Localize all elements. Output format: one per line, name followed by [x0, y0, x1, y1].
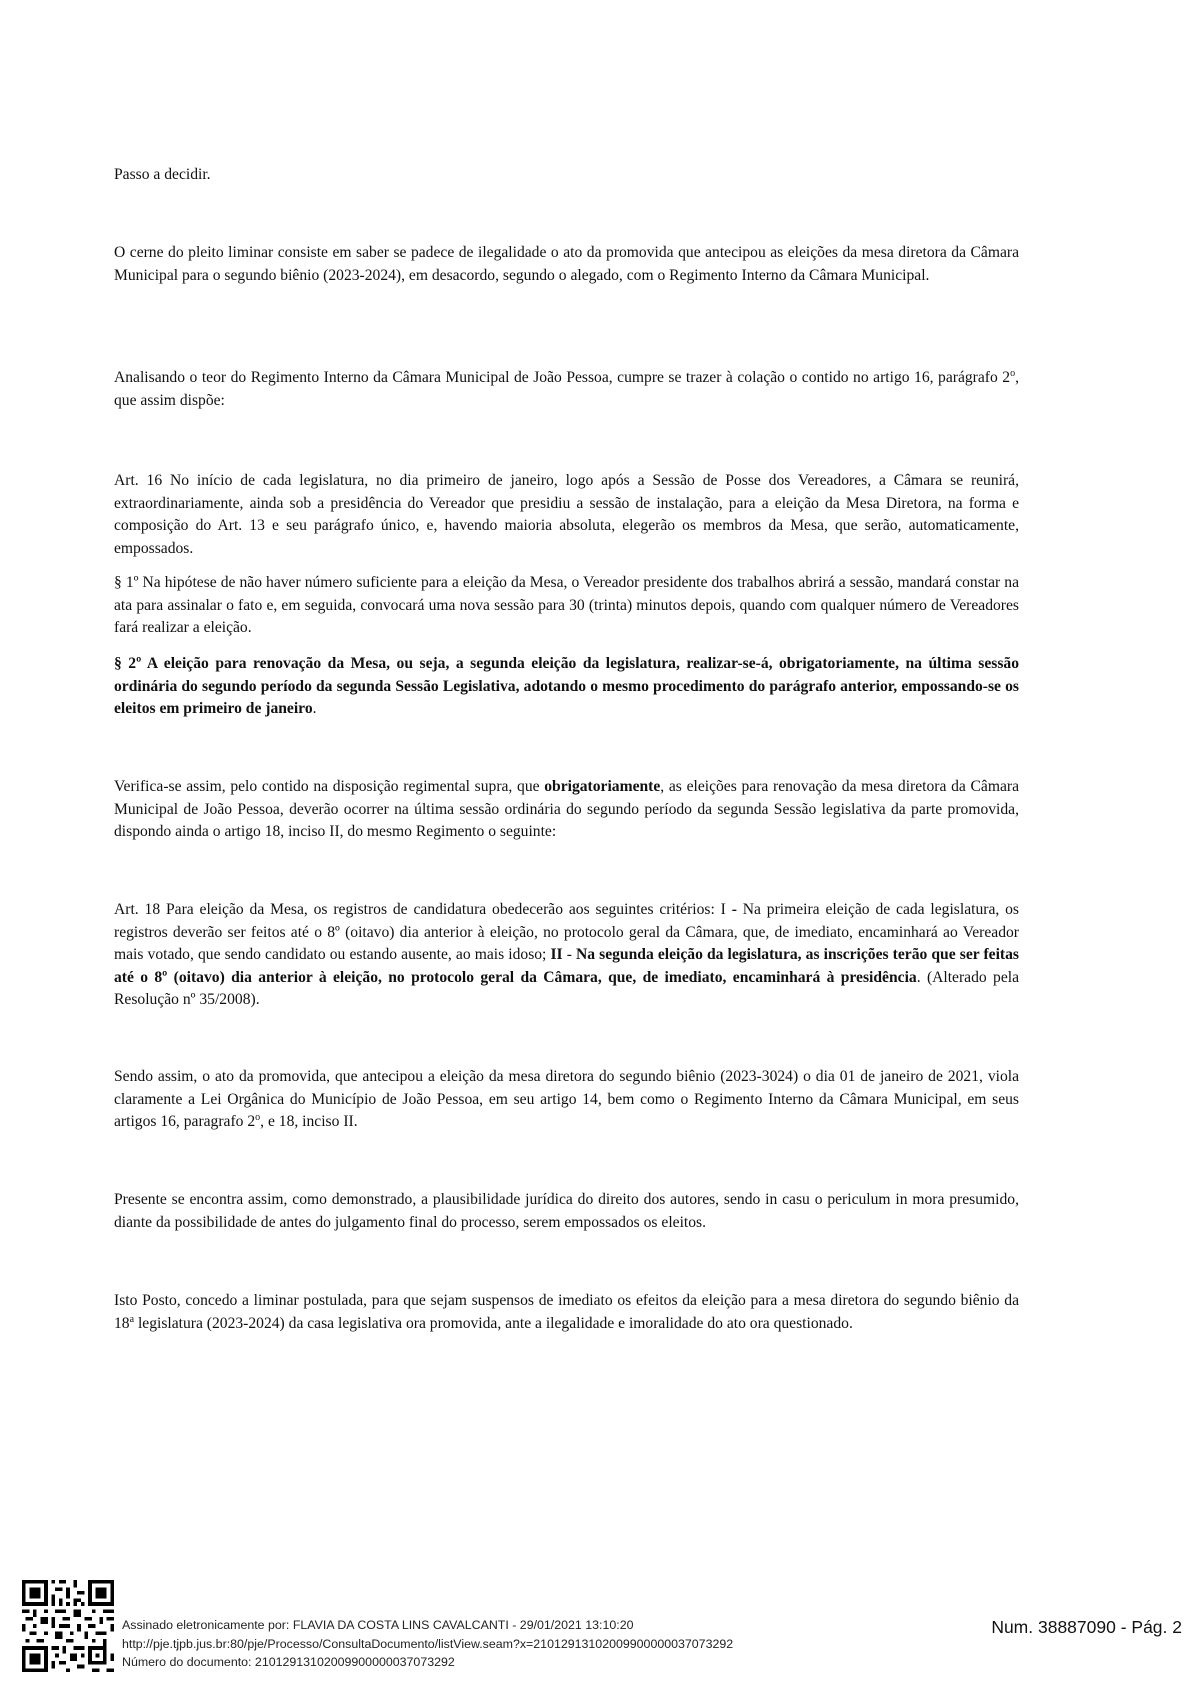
text-run: legislatura (2023-2024) da casa legislativa ora promovida, ante a ilegalidade e imoralidade do ato ora questionado.	[134, 1314, 853, 1332]
bold-text: II	[550, 946, 563, 964]
text-run: Art. 18 Para eleição da Mesa, os registros de candidatura obedecerão aos seguintes critérios: I	[114, 901, 732, 918]
paragraph-art-16: Art. 16 No início de cada legislatura, no dia primeiro de janeiro, logo após a Sessão de Posse dos Vereadores, a Câmara se reunirá, extraordinariamente, ainda sob a presidência do Vereador que presidiu a sessão de instalação, para a eleição da Mesa Diretora, na forma e composição do Art. 13 e seu parágrafo único, e, havendo maioria absoluta, elegerão os membros da Mesa, que serão, automaticamente, empossados.	[114, 472, 1019, 557]
paragraph-isto-posto	[114, 1290, 1019, 1335]
paragraph-passo-a-decidir: Passo a decidir.	[114, 166, 211, 183]
superscript: o	[255, 1112, 261, 1124]
signed-by-line: Assinado eletronicamente por: FLAVIA DA COSTA LINS CAVALCANTI - 29/01/2021 13:10:20	[122, 1618, 634, 1632]
text-run: Na primeira eleição de cada legislatura, os registros deverão ser feitos até o 8º (oitavo) dia anterior à eleição, no protocolo geral da Câmara, que, de imediato, encaminhará ao Vereador mais votado, que sendo candidato ou estando ausente, ao mais idoso;	[114, 901, 1019, 964]
text-run: , que assim dispõe:	[114, 369, 1019, 409]
document-url-link[interactable]: http://pje.tjpb.jus.br:80/pje/Processo/ConsultaDocumento/listView.seam?x=21012913102009900000037073292	[122, 1636, 734, 1651]
text-run: Verifica-se assim, pelo contido na disposição regimental supra, que	[114, 778, 545, 795]
superscript: o	[1010, 368, 1016, 379]
text-run: , as eleições para renovação da mesa diretora da Câmara Municipal de João Pessoa, deverão ocorrer na última sessão ordinária do segundo período da segunda Sessão legislativa da parte promovida, dispondo ainda o artigo 18, inciso II, do mesmo Regimento o seguinte:	[114, 778, 1019, 841]
bold-text: § 2º A eleição para renovação da Mesa, ou seja, a segunda eleição da legislatura, realizar-se-á, obrigatoriamente, na última sessão ordinária do segundo período da segunda Sessão Legislativa, adotando o mesmo procedimento do parágrafo anterior, empossando-se os eleitos em primeiro de janeiro	[114, 655, 1019, 718]
signature-footer	[22, 1580, 1182, 1680]
text-run: Sendo assim, o ato da promovida, que antecipou a eleição da mesa diretora do segundo biênio (2023-3024) o dia 01 de janeiro de 2021, viola claramente a Lei Orgânica do Município de João Pessoa, em seu artigo 14, bem como o Regimento Interno da Câmara Municipal, em seus artigos 16, paragrafo 2	[114, 1068, 1019, 1131]
text-run: -	[562, 946, 576, 964]
paragraph-art-18	[114, 899, 1019, 1012]
text-run: Isto Posto, concedo a liminar postulada, para que sejam suspensos de imediato os efeitos da eleição para a mesa diretora do segundo biênio da 18	[114, 1292, 1019, 1332]
superscript: a	[129, 1313, 135, 1325]
text-run: Analisando o teor do Regimento Interno da Câmara Municipal de João Pessoa, cumpre se trazer à colação o contido no artigo 16, parágrafo 2	[114, 369, 1011, 386]
text-run: , e 18, inciso II.	[260, 1113, 358, 1131]
text-run: . (Alterado pela Resolução nº 35/2008).	[114, 968, 1019, 1009]
paragraph-art-16-s1: § 1º Na hipótese de não haver número suficiente para a eleição da Mesa, o Vereador presidente dos trabalhos abrirá a sessão, mandará constar na ata para assinalar o fato e, em seguida, convocará uma nova sessão para 30 (trinta) minutos depois, quando com qualquer número de Vereadores fará realizar a eleição.	[114, 574, 1019, 637]
signature-details	[122, 1616, 733, 1672]
paragraph-analisando	[114, 367, 1019, 412]
page-number: Num. 38887090 - Pág. 2	[991, 1617, 1182, 1637]
paragraph-art-16-s2	[114, 653, 1019, 721]
document-number-line: Número do documento: 21012913102009900000037073292	[122, 1655, 455, 1669]
text-run: .	[312, 700, 317, 718]
bold-text: obrigatoriamente	[544, 778, 661, 795]
paragraph-verifica-se	[114, 776, 1019, 844]
bold-text: Na segunda eleição da legislatura, as inscrições terão que ser feitas até o 8º (oitavo) dia anterior à eleição, no protocolo geral da Câmara, que, de imediato, encaminhará à presidência	[114, 946, 1019, 986]
paragraph-sendo-assim	[114, 1066, 1019, 1134]
qr-code-icon	[22, 1580, 114, 1672]
paragraph-cerne-pleito: O cerne do pleito liminar consiste em saber se padece de ilegalidade o ato da promovida que antecipou as eleições da mesa diretora da Câmara Municipal para o segundo biênio (2023-2024), em desacordo, segundo o alegado, com o Regimento Interno da Câmara Municipal.	[114, 244, 1019, 284]
paragraph-presente: Presente se encontra assim, como demonstrado, a plausibilidade jurídica do direito dos autores, sendo in casu o periculum in mora presumido, diante da possibilidade de antes do julgamento final do processo, serem empossados os eleitos.	[114, 1191, 1019, 1231]
bold-text: -	[731, 901, 737, 918]
